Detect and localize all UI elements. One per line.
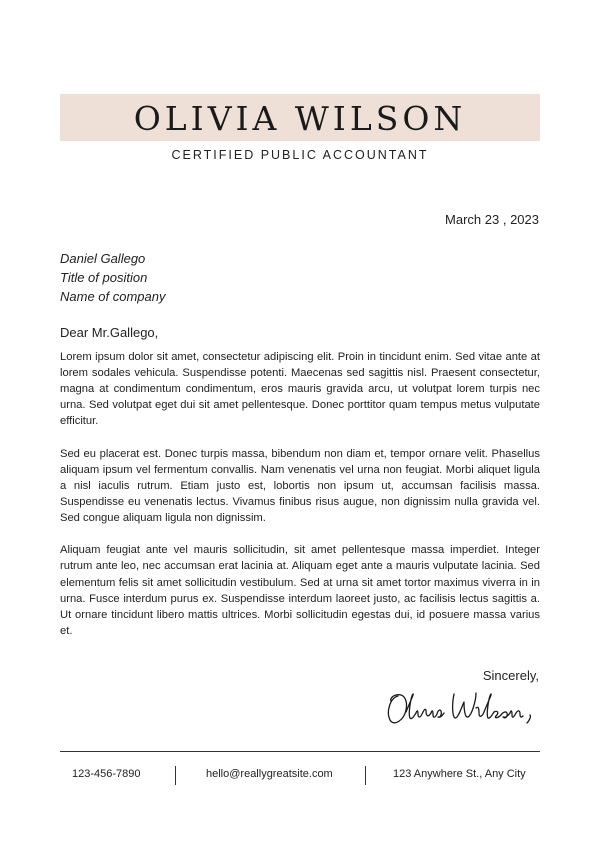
footer-divider [60,751,540,752]
recipient-position: Title of position [60,270,148,285]
footer-address: 123 Anywhere St., Any City [393,768,526,780]
footer-separator [365,766,366,785]
letter-body [60,349,540,655]
footer-email: hello@reallygreatsite.com [206,768,333,780]
footer-phone: 123-456-7890 [72,768,141,780]
sender-name: OLIVIA WILSON [133,99,467,138]
letter-date: March 23 , 2023 [445,212,539,227]
recipient-name: Daniel Gallego [60,251,146,266]
signature-image [384,686,544,730]
sender-title: CERTIFIED PUBLIC ACCOUNTANT [171,148,429,162]
body-paragraph: Sed eu placerat est. Donec turpis massa, bibendum non diam et, tempor ornare velit. Phasellus aliquam ipsum vel fermentum convallis. Nam venenatis vel urna non feugiat. Morbi aliquet ligula a nisl iaculis rutrum. Etiam justo est, lobortis non ipsum ut, accumsan facilisis massa. Suspendisse eu venenatis lectus. Vivamus finibus risus augue, non dignissim nulla gravida vel. Sed congue aliquam ligula non dignissim. [60,447,540,525]
recipient-block [60,249,166,306]
salutation: Dear Mr.Gallego, [60,325,159,340]
closing: Sincerely, [482,668,539,683]
recipient-company: Name of company [60,289,166,304]
body-paragraph: Lorem ipsum dolor sit amet, consectetur adipiscing elit. Proin in tincidunt enim. Sed vitae ante at lorem sodales vehicula. Suspendisse potenti. Maecenas sed sagittis nisl. Praesent consectetur, magna at condimentum condimentum, eros mauris gravida arcu, ut volutpat lorem turpis nec urna. Sed volutpat eget dui sit amet pellentesque. Donec porttitor quam tempus metus vulputate efficitur. [60,351,540,428]
footer-separator [175,766,176,785]
body-paragraph: Aliquam feugiat ante vel mauris sollicitudin, sit amet pellentesque massa imperdiet. Integer rutrum ante leo, nec accumsan erat lacinia at. Aliquam eget ante a mauris vulputate lacinia. Sed elementum felis sit amet sollicitudin vestibulum. Sed at urna sit amet tortor maximus viverra in in urna. Fusce interdum purus ex. Suspendisse interdum laoreet justo, ac facilisis lectus sagittis a. Ut ornare tincidunt libero mattis ultrices. Morbi sollicitudin egestas dui, id posuere massa varius et. [60,544,540,637]
